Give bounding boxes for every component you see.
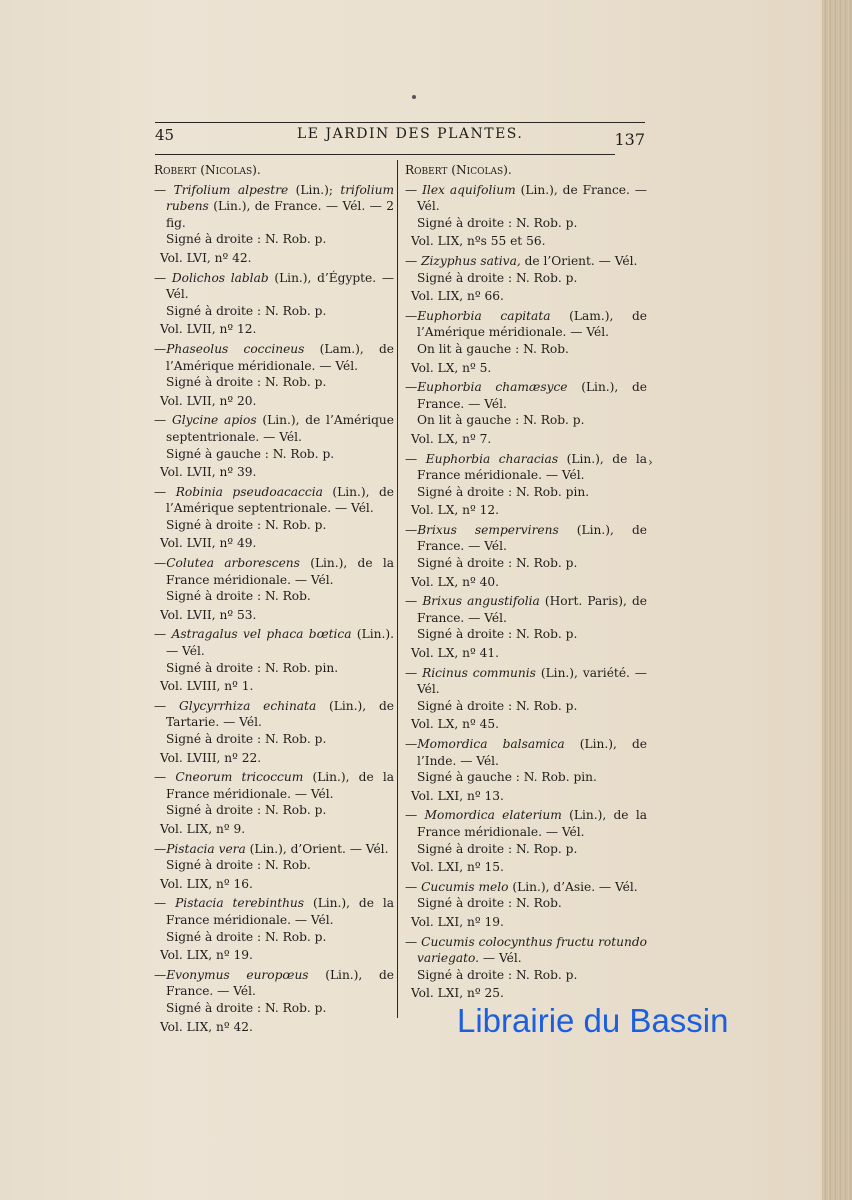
entry-dash: —	[405, 451, 426, 466]
entry-description	[154, 341, 394, 374]
species-name: Dolichos lablab	[171, 270, 269, 285]
catalog-entry	[405, 522, 647, 590]
species-name: Astragalus vel phaca bœtica	[171, 627, 352, 642]
entry-dash: —	[405, 934, 422, 949]
species-name: Cucumis melo	[421, 879, 509, 894]
entry-description	[154, 895, 394, 928]
header-left-number: 45	[155, 126, 175, 144]
species-details: (Lin.), de la France méridionale. — Vél.	[417, 808, 648, 839]
species-details: (Lin.), de Tartarie. — Vél.	[166, 698, 394, 730]
signature-line: Signé à droite : N. Rob.	[417, 896, 562, 911]
entry-description	[154, 626, 394, 659]
author-heading	[405, 162, 647, 179]
entry-dash: —	[154, 413, 172, 428]
volume-reference: Vol. LX, nº 40.	[411, 574, 500, 589]
catalog-entry	[154, 412, 394, 480]
volume-reference: Vol. LX, nº 5.	[411, 360, 492, 375]
species-name: Euphorbia characias	[425, 451, 559, 466]
signature-line: Signé à droite : N. Rob. p.	[166, 732, 327, 746]
species-details: (Lin.), de la France méridionale. — Vél.	[166, 896, 395, 927]
species-details: (Lin.), de l’Inde. — Vél.	[417, 737, 647, 768]
catalog-entry	[405, 253, 647, 305]
signature-line: Signé à droite : N. Rob. p.	[417, 627, 578, 642]
entry-description	[405, 522, 647, 555]
species-details: de l’Orient. — Vél.	[520, 253, 638, 268]
entry-description	[405, 308, 647, 341]
entry-description	[154, 967, 394, 1000]
signature-line: Signé à droite : N. Rob. p.	[166, 1000, 327, 1015]
entry-dash: —	[154, 698, 180, 713]
catalog-entry	[405, 182, 647, 250]
signature-line: Signé à droite : N. Rob. p.	[166, 303, 327, 318]
entry-description	[154, 769, 394, 802]
catalog-entry	[405, 379, 647, 447]
volume-reference: Vol. LX, nº 12.	[411, 503, 500, 518]
species-name: Evonymus europœus	[166, 967, 309, 982]
species-name: Brixus sempervirens	[417, 522, 559, 537]
column-divider	[397, 160, 398, 1018]
page-edges	[822, 0, 852, 1200]
signature-line: Signé à gauche : N. Rob. pin.	[417, 770, 597, 785]
entry-description	[154, 270, 394, 303]
catalog-entry	[154, 182, 394, 267]
species-name: Trifolium alpestre	[173, 182, 289, 197]
entry-description	[405, 451, 647, 484]
species-name: Pistacia vera	[166, 841, 246, 856]
volume-reference: Vol. LIX, nº 66.	[411, 289, 504, 304]
signature-line: Signé à droite : N. Rob. p.	[417, 967, 578, 982]
species-details: (Lin.);	[288, 182, 341, 197]
entry-dash: —	[405, 665, 423, 680]
volume-reference: Vol. LVII, nº 20.	[160, 393, 257, 408]
entry-dash: —	[405, 808, 425, 823]
volume-reference: Vol. LVIII, nº 22.	[160, 750, 262, 765]
volume-reference: Vol. LVII, nº 49.	[160, 536, 257, 551]
entry-description	[154, 698, 394, 731]
entry-dash: —	[154, 182, 174, 197]
entry-description	[405, 736, 647, 769]
species-details: (Lin.), de la France méridionale. — Vél.	[417, 451, 647, 483]
volume-reference: Vol. LXI, nº 15.	[411, 860, 504, 875]
entry-description	[405, 934, 647, 967]
signature-line: Signé à droite : N. Rob. p.	[166, 803, 327, 818]
entry-dash: —	[154, 770, 176, 785]
entry-dash: —	[405, 308, 418, 323]
catalog-entry	[405, 934, 647, 1002]
signature-line: Signé à droite : N. Rob. pin.	[166, 660, 339, 675]
volume-reference: Vol. LIX, nº 16.	[160, 876, 253, 891]
signature-line: Signé à droite : N. Rob. p.	[166, 232, 327, 247]
volume-reference: Vol. LVIII, nº 1.	[160, 679, 254, 694]
margin-mark: ›	[648, 455, 653, 469]
species-details: (Lin.), de l’Amérique septentrionale. — Vél.	[166, 413, 394, 444]
catalog-entry	[405, 879, 647, 931]
species-name: Glycine apios	[171, 413, 257, 428]
running-title: LE JARDIN DES PLANTES.	[297, 126, 524, 142]
catalog-entry	[154, 270, 394, 338]
entry-dash: —	[154, 627, 172, 642]
volume-reference: Vol. LXI, nº 25.	[411, 986, 504, 1001]
author-name: Robert (Nicolas).	[154, 163, 261, 177]
catalog-entry	[405, 593, 647, 661]
entry-dash: —	[154, 270, 172, 285]
signature-line: Signé à droite : N. Rop. p.	[417, 841, 578, 856]
entry-dash: —	[154, 896, 176, 911]
entry-description	[154, 412, 394, 445]
entry-dash: —	[154, 841, 167, 856]
signature-line: Signé à droite : N. Rob. p.	[166, 929, 327, 944]
watermark-text: Librairie du Bassin	[457, 1002, 729, 1039]
entry-dash: —	[405, 182, 423, 197]
species-name: Ilex aquifolium	[422, 182, 516, 197]
right-column	[405, 162, 647, 1002]
species-details: (Hort. Paris), de France. — Vél.	[417, 594, 648, 625]
volume-reference: Vol. LIX, nº 19.	[160, 948, 253, 963]
signature-line: Signé à droite : N. Rob. p.	[417, 556, 578, 571]
header-rule-top	[155, 122, 645, 123]
entry-description	[154, 182, 394, 232]
entry-dash: —	[154, 484, 176, 499]
species-name: Momordica balsamica	[417, 737, 565, 751]
catalog-entry	[154, 895, 394, 963]
catalog-entry	[154, 769, 394, 837]
catalog-entry	[154, 484, 394, 552]
entry-description	[405, 593, 647, 626]
species-name: Pistacia terebinthus	[175, 896, 305, 911]
volume-reference: Vol. LXI, nº 13.	[411, 788, 504, 803]
species-details: (Lin.), de France. — Vél.	[417, 522, 647, 554]
species-name: Glycyrrhiza echinata	[179, 698, 317, 713]
signature-line: On lit à gauche : N. Rob.	[417, 341, 569, 356]
volume-reference: Vol. LXI, nº 19.	[411, 914, 504, 929]
species-name-secondary: trifolium rubens	[166, 182, 394, 214]
signature-line: Signé à droite : N. Rob. p.	[417, 270, 578, 285]
species-name: Phaseolus coccineus	[166, 341, 305, 356]
entry-description	[405, 879, 647, 896]
species-details: (Lin.), de France. — Vél.	[417, 380, 647, 411]
volume-reference: Vol. LIX, nº 9.	[160, 821, 246, 836]
species-name: Momordica elaterium	[424, 808, 562, 823]
author-name: Robert (Nicolas).	[405, 163, 512, 177]
species-details: (Lin.), d’Égypte. — Vél.	[166, 270, 395, 302]
volume-reference: Vol. LIX, nºs 55 et 56.	[411, 234, 546, 249]
species-details: (Lin.), d’Asie. — Vél.	[508, 879, 638, 894]
species-details: — Vél.	[479, 951, 522, 966]
signature-line: Signé à droite : N. Rob.	[166, 589, 311, 604]
entry-dash: —	[405, 737, 418, 751]
signature-line: Signé à droite : N. Rob. pin.	[417, 484, 590, 499]
catalog-entry	[405, 451, 647, 519]
signature-line: On lit à gauche : N. Rob. p.	[417, 413, 585, 428]
volume-reference: Vol. LVII, nº 12.	[160, 322, 257, 337]
species-name: Ricinus communis	[422, 665, 536, 680]
catalog-entry	[154, 698, 394, 766]
species-details: (Lin.), variété. — Vél.	[417, 665, 647, 697]
catalog-entry	[405, 308, 647, 376]
species-details: (Lin.), de la France méridionale. — Vél.	[166, 556, 395, 587]
catalog-entry	[405, 807, 647, 875]
species-details-secondary: (Lin.), de France. — Vél. — 2 fig.	[166, 199, 394, 230]
entry-description	[154, 841, 394, 858]
species-name: Euphorbia capitata	[417, 308, 551, 323]
signature-line: Signé à droite : N. Rob. p.	[166, 517, 327, 532]
signature-line: Signé à droite : N. Rob.	[166, 858, 311, 873]
catalog-entry	[154, 341, 394, 409]
catalog-entry	[154, 841, 394, 893]
signature-line: Signé à gauche : N. Rob. p.	[166, 446, 335, 461]
species-name: Robinia pseudoacaccia	[175, 484, 323, 499]
volume-reference: Vol. LX, nº 7.	[411, 431, 492, 446]
volume-reference: Vol. LVII, nº 39.	[160, 465, 257, 480]
entry-dash: —	[154, 341, 167, 356]
ink-dot	[412, 95, 416, 99]
entry-description	[405, 379, 647, 412]
species-name: Euphorbia chamæsyce	[417, 380, 568, 395]
species-name: Colutea arborescens	[166, 556, 300, 571]
volume-reference: Vol. LX, nº 41.	[411, 646, 500, 661]
volume-reference: Vol. LIX, nº 42.	[160, 1019, 253, 1034]
species-details: (Lin.). — Vél.	[166, 627, 394, 659]
species-name: Zizyphus sativa,	[421, 253, 521, 268]
entry-dash: —	[405, 522, 418, 537]
species-name: Cneorum tricoccum	[175, 770, 304, 785]
volume-reference: Vol. LX, nº 45.	[411, 717, 500, 732]
species-name: Brixus angustifolia	[422, 594, 540, 609]
page-number: 137	[614, 130, 645, 149]
entry-dash: —	[154, 556, 167, 571]
catalog-entry	[405, 736, 647, 804]
signature-line: Signé à droite : N. Rob. p.	[417, 215, 578, 230]
species-details: (Lin.), de l’Amérique septentrionale. — Vél.	[166, 484, 395, 516]
entry-description	[405, 182, 647, 215]
volume-reference: Vol. LVI, nº 42.	[160, 250, 252, 265]
entry-description	[154, 484, 394, 517]
left-column	[154, 162, 394, 1035]
species-details: (Lin.), d’Orient. — Vél.	[245, 841, 389, 856]
species-details: (Lam.), de l’Amérique méridionale. — Vél.	[417, 308, 647, 340]
species-details: (Lin.), de France. — Vél.	[166, 967, 394, 999]
catalog-entry	[154, 555, 394, 623]
species-details: (Lin.), de la France méridionale. — Vél.	[166, 770, 395, 801]
species-details: (Lin.), de France. — Vél.	[417, 182, 647, 214]
entry-dash: —	[405, 253, 422, 268]
catalog-entry	[154, 967, 394, 1035]
entry-description	[405, 665, 647, 698]
catalog-entry	[154, 626, 394, 694]
entry-description	[154, 555, 394, 588]
entry-dash: —	[405, 380, 418, 395]
author-heading	[154, 162, 394, 179]
signature-line: Signé à droite : N. Rob. p.	[166, 375, 327, 390]
signature-line: Signé à droite : N. Rob. p.	[417, 698, 578, 713]
species-details: (Lam.), de l’Amérique méridionale. — Vél.	[166, 341, 395, 373]
page-header	[155, 122, 645, 156]
entry-dash: —	[405, 594, 423, 609]
entry-description	[405, 807, 647, 840]
catalog-entry	[405, 665, 647, 733]
entry-dash: —	[154, 967, 167, 982]
header-rule-bottom	[155, 154, 615, 155]
species-name: Cucumis colocynthus fructu rotundo variegato.	[417, 934, 647, 966]
entry-description	[405, 253, 647, 270]
entry-dash: —	[405, 879, 422, 894]
volume-reference: Vol. LVII, nº 53.	[160, 607, 257, 622]
